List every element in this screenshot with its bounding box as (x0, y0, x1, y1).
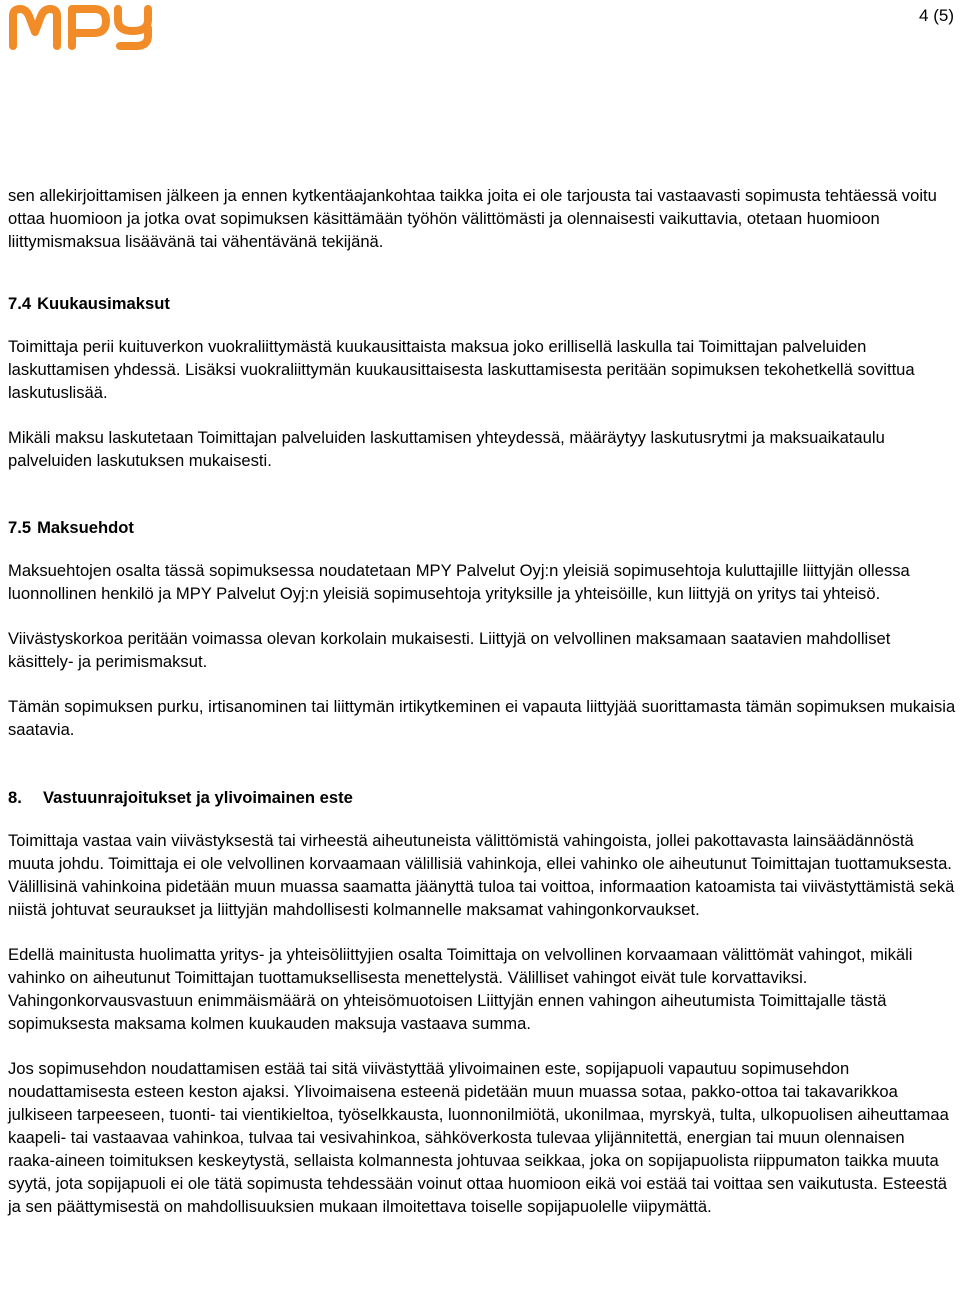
paragraph: Viivästyskorkoa peritään voimassa olevan korkolain mukaisesti. Liittyjä on velvollinen maksamaan saatavien mahdolliset käsittely- ja perimismaksut. (8, 629, 891, 671)
paragraph: Tämän sopimuksen purku, irtisanominen tai liittymän irtikytkeminen ei vapauta liittyjää suorittamasta tämän sopimuksen mukaisia saatavia. (8, 697, 956, 739)
section-title: Kuukausimaksut (37, 294, 170, 313)
section-number: 7.5 (8, 518, 32, 537)
document-body (8, 184, 956, 1240)
section-number: 7.4 (8, 294, 32, 313)
page-number: 4 (5) (919, 6, 954, 25)
paragraph: Toimittaja perii kuituverkon vuokraliittymästä kuukausittaista maksua joko erillisellä laskulla tai Toimittajan palveluiden laskuttamisen yhdessä. Lisäksi vuokraliittymän kuukausittaisesta laskuttamisesta peritään sopimuksen tekohetkellä sovittua laskutuslisää. (8, 337, 915, 402)
section-heading-8 (8, 786, 956, 809)
paragraph: Mikäli maksu laskutetaan Toimittajan palveluiden laskuttamisen yhteydessä, määräytyy laskutusrytmi ja maksuaikataulu palveluiden laskutuksen mukaisesti. (8, 428, 885, 470)
section-title: Vastuunrajoitukset ja ylivoimainen este (43, 788, 353, 807)
section-heading-7-4 (8, 292, 956, 315)
mpy-logo (8, 4, 176, 50)
section-heading-7-5 (8, 516, 956, 539)
section-title: Maksuehdot (37, 518, 134, 537)
section-number: 8. (8, 788, 22, 807)
paragraph: Edellä mainitusta huolimatta yritys- ja yhteisöliittyjien osalta Toimittaja on velvollinen korvaamaan välittömät vahingot, mikäli vahinko on aiheutunut Toimittajan tuottamuksellisesta menettelystä. Välilliset vahingot eivät tule korvattaviksi. Vahingonkorvausvastuun enimmäismäärä on yhteisömuotoisen Liittyjän ennen vahingon aiheutumista Toimittajalle tästä sopimuksesta maksama kolmen kuukauden maksuja vastaava summa. (8, 945, 913, 1033)
paragraph: Maksuehtojen osalta tässä sopimuksessa noudatetaan MPY Palvelut Oyj:n yleisiä sopimusehtoja kuluttajille liittyjän ollessa luonnollinen henkilö ja MPY Palvelut Oyj:n yleisiä sopimusehtoja yrityksille ja yhteisöille, kun liittyjä on yritys tai yhteisö. (8, 561, 910, 603)
paragraph: Toimittaja vastaa vain viivästyksestä tai virheestä aiheutuneista välittömistä vahingoista, jollei pakottavasta lainsäädännöstä muuta johdu. Toimittaja ei ole velvollinen korvaamaan välillisiä vahinkoja, ellei vahinko ole aiheutunut Toimittajan tuottamuksesta. Välillisinä vahinkoina pidetään muun muassa saamatta jäänyttä tuloa tai voittoa, informaation katoamista tai viivästyttämistä sekä niistä johtuvat seuraukset ja liittyjän mahdollisesti kolmannelle maksamat vahingonkorvaukset. (8, 831, 955, 919)
paragraph: Jos sopimusehdon noudattamisen estää tai sitä viivästyttää ylivoimainen este, sopijapuoli vapautuu sopimusehdon noudattamisesta esteen keston ajaksi. Ylivoimaisena esteenä pidetään muun muassa sotaa, pakko-ottoa tai takavarikkoa julkiseen tarpeeseen, tuonti- tai vientikieltoa, työselkkausta, luonnonilmiötä, ukonilmaa, myrskyä, tulta, ulkopuolisen aiheuttamaa kaapeli- tai vastaavaa vahinkoa, tulvaa tai vesivahinkoa, sähköverkosta tulevaa ylijännitettä, energian tai muun olennaisen raaka-aineen toimituksen keskeytystä, sellaista kolmannesta johtuvaa seikkaa, joka on sopijapuolista riippumaton taikka muuta syytä, jota sopijapuoli ei ole tätä sopimusta tehdessään voinut ottaa huomioon eikä voi estää tai voittaa sen vaikutusta. Esteestä ja sen päättymisestä on mahdollisuuksien mukaan ilmoitettava toiselle sopijapuolelle viipymättä. (8, 1059, 949, 1216)
intro-paragraph: sen allekirjoittamisen jälkeen ja ennen kytkentäajankohtaa taikka joita ei ole tarjousta tai vastaavasti sopimusta tehtäessä voitu ottaa huomioon ja jotka ovat sopimuksen käsittämään työhön välittömästi ja olennaisesti vaikuttavia, otetaan huomioon liittymismaksua lisäävänä tai vähentävänä tekijänä. (8, 186, 937, 251)
